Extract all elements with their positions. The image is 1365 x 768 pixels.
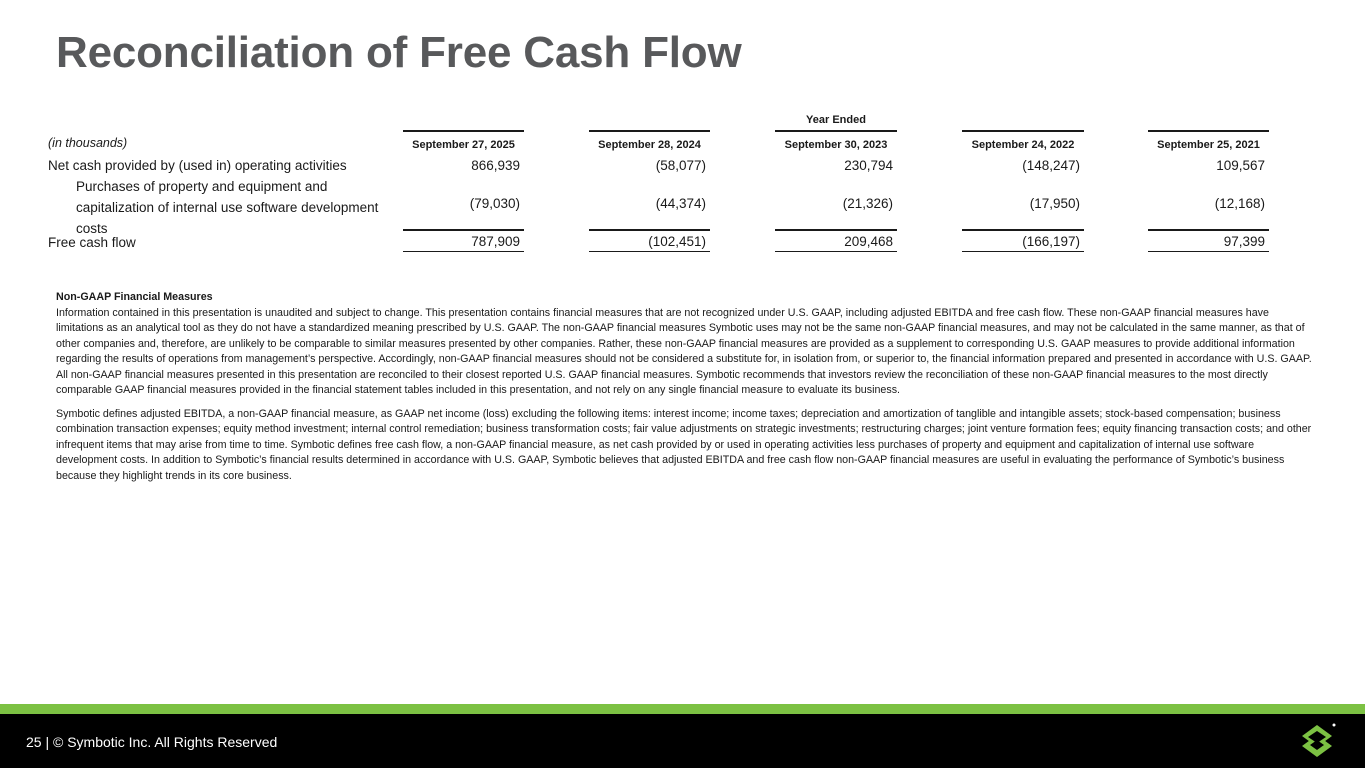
table-cell: 209,468 <box>844 234 893 249</box>
symbotic-logo-icon <box>1298 722 1338 767</box>
column-header-2023: September 30, 2023 <box>775 130 897 156</box>
total-underline <box>962 251 1084 252</box>
table-cell: 230,794 <box>844 158 893 173</box>
table-cell: 787,909 <box>471 234 520 249</box>
table-cell: (166,197) <box>1022 234 1080 249</box>
notes-paragraph: Information contained in this presentation is unaudited and subject to change. This presentation contains financial measures that are not recognized under U.S. GAAP, including adjusted EBITDA and free cash flow. These non-GAAP financial measures have limitations as an analytical tool as they do not have a standardized meaning prescribed by U.S. GAAP. The non-GAAP financial measures Symbotic uses may not be the same non-GAAP financial measures, and may not be calculated in the same manner, as that of other companies and, therefore, are unlikely to be comparable to similar measures presented by other companies. Rather, these non-GAAP financial measures are provided as a supplement to corresponding U.S. GAAP measures to provide additional information regarding the results of operations from management’s perspective. Accordingly, non-GAAP financial measures should not be considered a substitute for, in isolation from, or superior to, the financial information prepared and presented in accordance with U.S. GAAP. All non-GAAP financial measures presented in this presentation are reconciled to their closest reported U.S. GAAP financial measures. Symbotic recommends that investors review the reconciliation of these non-GAAP financial measures to the most directly comparable GAAP financial measures provided in the financial statement tables included in this presentation, and not rely on any single financial measure to evaluate its business. <box>56 306 1312 396</box>
page-title: Reconciliation of Free Cash Flow <box>56 28 742 77</box>
total-underline <box>1148 251 1269 252</box>
row-label-free-cash-flow: Free cash flow <box>48 235 136 250</box>
table-cell: (148,247) <box>1022 158 1080 173</box>
table-cell: (17,950) <box>1029 196 1080 211</box>
units-label: (in thousands) <box>48 136 128 150</box>
non-gaap-notes <box>56 290 1312 492</box>
total-underline <box>589 251 710 252</box>
footer-bar <box>0 714 1365 768</box>
notes-paragraph: Symbotic defines adjusted EBITDA, a non-GAAP financial measure, as GAAP net income (loss) excluding the following items: interest income; income taxes; depreciation and amortization of tanglible and intangible assets; stock-based compensation; business combination transaction expenses; equity method investment; internal control remediation; business transformation costs; fair value adjustments on strategic investments; restructuring charges; joint venture formation fees; equity financing transaction costs; and other infrequent items that may arise from time to time. Symbotic defines free cash flow, a non-GAAP financial measure, as net cash provided by or used in operating activities less purchases of property and equipment and capitalization of internal use software development costs. In addition to Symbotic’s financial results determined in accordance with U.S. GAAP, Symbotic believes that adjusted EBITDA and free cash flow non-GAAP financial measures are useful in evaluating the performance of Symbotic’s business because they highlight trends in its core business. <box>56 407 1312 482</box>
table-cell: 109,567 <box>1216 158 1265 173</box>
total-separator <box>403 229 524 231</box>
notes-heading: Non-GAAP Financial Measures <box>56 291 213 303</box>
column-header-2025: September 27, 2025 <box>403 130 524 156</box>
row-label-capex: Purchases of property and equipment and capitalization of internal use software development costs <box>76 179 379 236</box>
table-cell: (58,077) <box>655 158 706 173</box>
column-header-2021: September 25, 2021 <box>1148 130 1269 156</box>
table-cell: (79,030) <box>469 196 520 211</box>
column-header-2022: September 24, 2022 <box>962 130 1084 156</box>
table-cell: (44,374) <box>655 196 706 211</box>
row-label-operating-cash: Net cash provided by (used in) operating activities <box>48 158 347 173</box>
year-ended-header: Year Ended <box>806 114 866 126</box>
total-separator <box>775 229 897 231</box>
footer-accent-band <box>0 704 1365 714</box>
table-cell: 97,399 <box>1223 234 1265 249</box>
table-cell: 866,939 <box>471 158 520 173</box>
total-separator <box>589 229 710 231</box>
total-underline <box>403 251 524 252</box>
column-header-2024: September 28, 2024 <box>589 130 710 156</box>
table-cell: (21,326) <box>842 196 893 211</box>
total-underline <box>775 251 897 252</box>
total-separator <box>1148 229 1269 231</box>
total-separator <box>962 229 1084 231</box>
footer-copyright: 25 | © Symbotic Inc. All Rights Reserved <box>26 734 278 750</box>
table-cell: (102,451) <box>648 234 706 249</box>
table-cell: (12,168) <box>1214 196 1265 211</box>
